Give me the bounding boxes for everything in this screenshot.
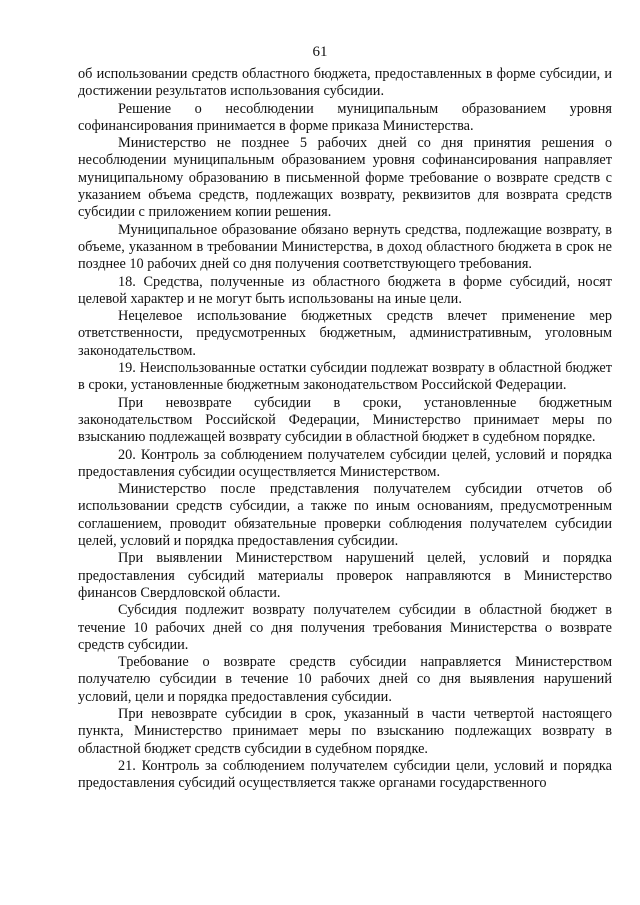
paragraph-4: Муниципальное образование обязано вернуть средства, подлежащие возврату, в объеме, указанном в требовании Министерства, в доход областного бюджета в срок не позднее 10 рабочих дней со дня получения соответствующего требования. [78, 221, 612, 273]
paragraph-13: Требование о возврате средств субсидии направляется Министерством получателю субсидии в течение 10 рабочих дней со дня выявления нарушений условий, цели и порядка предоставления субсидии. [78, 654, 612, 705]
paragraph-7: 19. Неиспользованные остатки субсидии подлежат возврату в областной бюджет в сроки, установленные бюджетным законодательством Российской Федерации. [78, 360, 612, 394]
page-number: 61 [312, 44, 328, 60]
paragraph-8: При невозврате субсидии в сроки, установленные бюджетным законодательством Российской Федерации, Министерство принимает меры по взысканию подлежащей возврату субсидии в областной бюджет в судебном порядке. [78, 394, 612, 446]
paragraph-14: При невозврате субсидии в срок, указанный в части четвертой настоящего пункта, Министерство принимает меры по взысканию подлежащих возврату в областной бюджет средств субсидии в судебном порядке. [78, 705, 612, 757]
paragraph-10: Министерство после представления получателем субсидии отчетов об использовании средств субсидии, а также по иным основаниям, предусмотренным соглашением, проводит обязательные проверки соблюдения получателем субсидии целей, условий и порядка предоставления субсидии. [78, 481, 612, 550]
paragraph-9: 20. Контроль за соблюдением получателем субсидии целей, условий и порядка предоставления субсидии осуществляется Министерством. [78, 446, 612, 480]
paragraph-6: Нецелевое использование бюджетных средств влечет применение мер ответственности, предусмотренных бюджетным, административным, уголовным законодательством. [78, 308, 612, 359]
paragraph-5: 18. Средства, полученные из областного бюджета в форме субсидий, носят целевой характер и не могут быть использованы на иные цели. [78, 273, 612, 307]
paragraph-15: 21. Контроль за соблюдением получателем субсидии цели, условий и порядка предоставления субсидий осуществляется также органами государственного [78, 757, 612, 792]
paragraph-2: Решение о несоблюдении муниципальным образованием уровня софинансирования принимается в форме приказа Министерства. [78, 100, 612, 134]
paragraph-12: Субсидия подлежит возврату получателем субсидии в областной бюджет в течение 10 рабочих дней со дня получения требования Министерства о возврате средств субсидии. [78, 602, 612, 653]
paragraph-3: Министерство не позднее 5 рабочих дней со дня принятия решения о несоблюдении муниципальным образованием уровня софинансирования направляет муниципальному образованию в письменной форме требование о возврате средств с указанием объема средств, подлежащих возврату, реквизитов для возврата средств субсидии с приложением копии решения. [78, 135, 612, 221]
paragraph-11: При выявлении Министерством нарушений целей, условий и порядка предоставления субсидий материалы проверок направляются в Министерство финансов Свердловской области. [78, 550, 612, 601]
paragraph-1: об использовании средств областного бюджета, предоставленных в форме субсидии, и достижении результатов использования субсидии. [78, 66, 612, 100]
document-body [78, 66, 612, 792]
